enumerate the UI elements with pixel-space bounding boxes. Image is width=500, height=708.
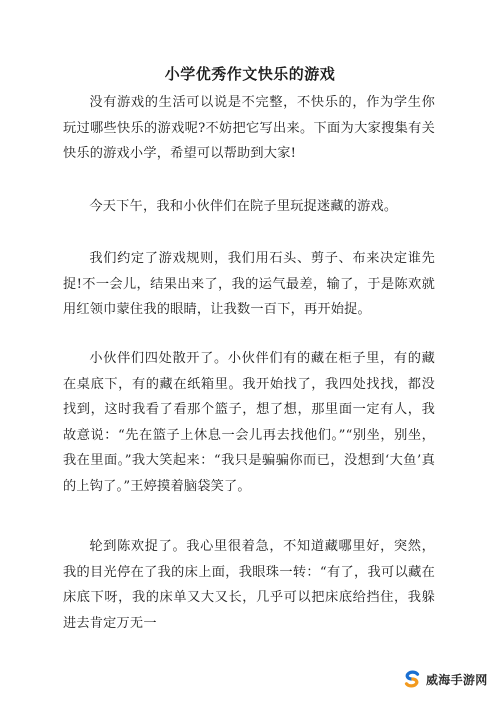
document-title: 小学优秀作文快乐的游戏 xyxy=(164,65,336,83)
site-watermark xyxy=(398,664,494,694)
paragraph-hiding: 小伙伴们四处散开了。小伙伴们有的藏在柜子里，有的藏在桌底下，有的藏在纸箱里。我开始找了，我四处找找，都没找到，这时我看了看那个篮子，想了想，那里面一定有人，我故意说：“先在篮子上休息一会儿再去找他们。”“别坐，别坐，我在里面。”我大笑起来：“我只是骗骗你而已，没想到‘大鱼’真的上钩了。”王婷摸着脑袋笑了。 xyxy=(63,351,435,494)
watermark-text: 威海手游网 xyxy=(426,672,488,687)
s-swirl-logo-icon xyxy=(402,669,422,689)
paragraph-intro: 没有游戏的生活可以说是不完整，不快乐的，作为学生你玩过哪些快乐的游戏呢?不妨把它写出来。下面为大家搜集有关快乐的游戏小学，希望可以帮助到大家! xyxy=(63,95,435,162)
paragraph-afternoon: 今天下午，我和小伙伴们在院子里玩捉迷藏的游戏。 xyxy=(89,199,398,214)
paragraph-chenhuan-turn: 轮到陈欢捉了。我心里很着急，不知道藏哪里好，突然，我的目光停在了我的床上面，我眼珠一转：“有了，我可以藏在床底下呀，我的床单又大又长，几乎可以把床底给挡住，我躲进去肯定万无一 xyxy=(63,539,435,631)
paragraph-rules: 我们约定了游戏规则，我们用石头、剪子、布来决定谁先捉!不一会儿，结果出来了，我的运气最差，输了，于是陈欢就用红领巾蒙住我的眼睛，让我数一百下，再开始捉。 xyxy=(63,251,435,318)
